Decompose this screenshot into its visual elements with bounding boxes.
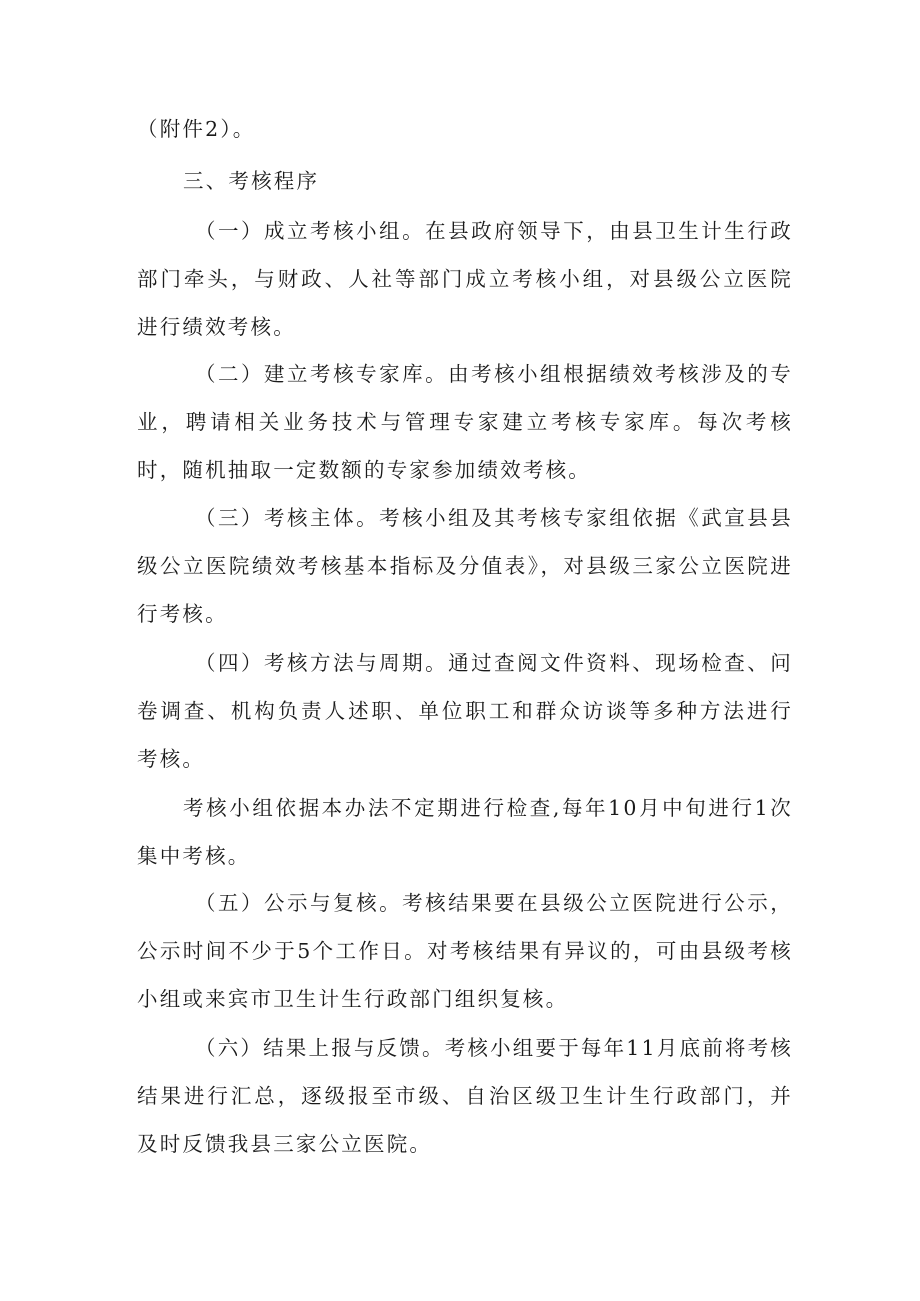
section-heading-assessment-procedure: 三、考核程序 xyxy=(183,169,320,193)
paragraph-publicity-and-review: （五）公示与复核。考核结果要在县级公立医院进行公示，公示时间不少于5个工作日。对考核结果有异议的，可由县级考核小组或来宾市卫生计生行政部门组织复核。 xyxy=(137,891,793,1011)
paragraph-expert-pool: （二）建立考核专家库。由考核小组根据绩效考核涉及的专业，聘请相关业务技术与管理专家建立考核专家库。每次考核时，随机抽取一定数额的专家参加绩效考核。 xyxy=(137,362,793,482)
attachment-reference: （附件2）。 xyxy=(137,117,256,141)
paragraph-inspection-schedule: 考核小组依据本办法不定期进行检查,每年10月中旬进行1次集中考核。 xyxy=(137,796,793,868)
paragraph-assessment-subject: （三）考核主体。考核小组及其考核专家组依据《武宣县县级公立医院绩效考核基本指标及分值表》，对县级三家公立医院进行考核。 xyxy=(137,506,793,626)
paragraph-reporting-and-feedback: （六）结果上报与反馈。考核小组要于每年11月底前将考核结果进行汇总，逐级报至市级、自治区级卫生计生行政部门，并及时反馈我县三家公立医院。 xyxy=(137,1036,793,1156)
paragraph-method-and-cycle: （四）考核方法与周期。通过查阅文件资料、现场检查、问卷调查、机构负责人述职、单位职工和群众访谈等多种方法进行考核。 xyxy=(137,651,793,771)
paragraph-establish-team: （一）成立考核小组。在县政府领导下，由县卫生计生行政部门牵头，与财政、人社等部门成立考核小组，对县级公立医院进行绩效考核。 xyxy=(137,219,793,339)
